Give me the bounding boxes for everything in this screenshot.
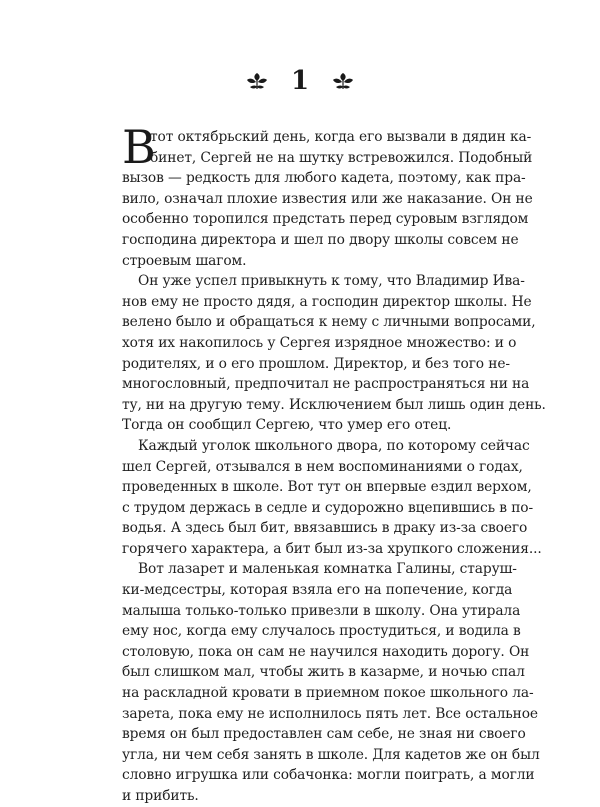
chapter-number: 1 [290,66,310,96]
text-line: Каждый уголок школьного двора, по которому сейчас [138,437,530,454]
leaf-ornament-left-icon [245,72,269,90]
text-line: бинет, Сергей не на шутку встревожился. Подобный [150,149,533,166]
body-text [122,120,546,807]
text-line: и прибить. [122,788,199,804]
text-line: угла, ни чем себя занять в школе. Для кадетов же он был [122,746,540,763]
text-line: Вот лазарет и маленькая комнатка Галины, старуш- [138,561,517,578]
text-line: нов ему не просто дядя, а господин директор школы. Не [122,293,532,310]
text-line: на раскладной кровати в приемном покое школьного ла- [122,685,534,702]
text-line: был слишком мал, чтобы жить в казарме, и ночью спал [122,664,525,681]
text-line: В тот октябрьский день, когда его вызвали в дядин ка- [122,120,532,174]
text-line: проведенных в школе. Вот тут он впервые ездил верхом, [122,479,532,496]
text-line: словно игрушка или собачонка: могли поиграть, а могли [122,767,535,784]
text-line: родителях, и о его прошлом. Директор, и без того не- [122,355,510,372]
text-line: шел Сергей, отзывался в нем воспоминаниями о годах, [122,458,523,475]
text-line: столовую, пока он сам не научился находить дорогу. Он [122,643,530,660]
text-line: время он был предоставлен сам себе, не зная ни своего [122,726,526,743]
text-line: господина директора и шел по двору школы совсем не [122,231,519,248]
text-line: ту, ни на другую тему. Исключением был лишь один день. [122,396,546,413]
text-line: Он уже успел привыкнуть к тому, что Владимир Ива- [138,273,525,290]
leaf-ornament-right-icon [331,72,355,90]
text-line: горячего характера, а бит был из-за хрупкого сложения... [122,540,542,557]
text-line: строевым шагом. [122,252,247,269]
chapter-heading [0,66,600,96]
text-line: особенно торопился предстать перед суровым взглядом [122,211,529,228]
text-line: зарета, пока ему не исполнилось пять лет. Все остальное [122,705,538,722]
text-line: вило, означал плохие известия или же наказание. Он не [122,190,533,207]
text-line: ему нос, когда ему случалось простудиться, и водила в [122,623,521,640]
text-line: с трудом держась в седле и судорожно вцепившись в по- [122,499,534,516]
drop-cap: В [122,120,156,174]
text-line: ки-медсестры, которая взяла его на попечение, когда [122,582,513,599]
text-line: малыша только-только привезли в школу. Она утирала [122,602,521,619]
text-line: вызов — редкость для любого кадета, поэтому, как пра- [122,170,526,187]
text-line: хотя их накопилось у Сергея изрядное множество: и о [122,334,517,351]
text-line: велено было и обращаться к нему с личными вопросами, [122,314,536,331]
text-line: водья. А здесь был бит, ввязавшись в драку из-за своего [122,520,528,537]
text-line: многословный, предпочитал не распространяться ни на [122,376,530,393]
text-line: Тогда он сообщил Сергею, что умер его отец. [122,417,452,434]
